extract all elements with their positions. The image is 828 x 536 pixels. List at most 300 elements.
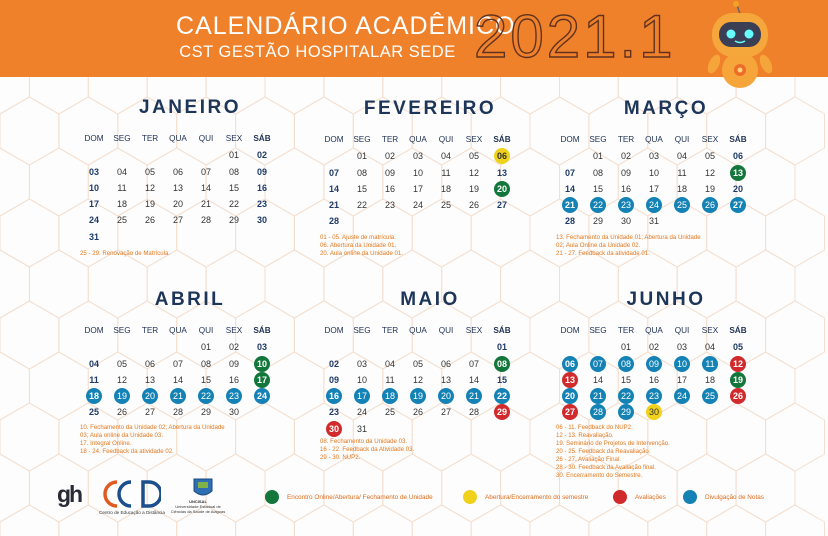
day-cell: [164, 180, 192, 196]
day-cell: [404, 372, 432, 388]
day-number: 21: [172, 391, 183, 402]
uncisal-caption-line1: Universidade Estadual de: [175, 504, 221, 509]
day-number: 03: [648, 151, 659, 162]
day-cell: [488, 165, 516, 181]
day-number: 30: [228, 407, 239, 418]
day-number: 03: [256, 342, 267, 353]
day-cell: [192, 180, 220, 196]
day-cell: [612, 197, 640, 213]
day-number: 08: [496, 358, 507, 369]
day-number: 02: [620, 151, 631, 162]
day-cell: [136, 404, 164, 420]
empty-cell: [584, 339, 612, 355]
day-cell: [432, 404, 460, 420]
day-number: 10: [356, 374, 367, 385]
day-cell: [192, 388, 220, 404]
empty-cell: [136, 147, 164, 163]
day-number: 20: [172, 199, 183, 210]
month-name: JUNHO: [626, 289, 706, 310]
day-header: QUI: [198, 134, 214, 143]
day-cell: [376, 372, 404, 388]
day-cell: [584, 213, 612, 229]
day-number: 18: [676, 183, 687, 194]
day-cell: [696, 165, 724, 181]
day-cell: [192, 164, 220, 180]
empty-cell: [80, 147, 108, 163]
day-cell: [612, 148, 640, 164]
day-cell: [320, 404, 348, 420]
day-cell: [108, 372, 136, 388]
day-number: 04: [384, 358, 395, 369]
empty-cell: [556, 339, 584, 355]
day-number: 25: [88, 407, 99, 418]
day-header: QUI: [438, 135, 454, 144]
day-cell: [584, 356, 612, 372]
day-cell: [668, 356, 696, 372]
day-cell: [376, 165, 404, 181]
day-cell: [432, 197, 460, 213]
day-cell: [348, 356, 376, 372]
day-number: 20: [732, 183, 743, 194]
day-cell: [404, 404, 432, 420]
legend-label: Divulgação de Notas: [705, 493, 764, 501]
day-number: 28: [200, 215, 211, 226]
day-number: 17: [648, 183, 659, 194]
day-cell: [248, 372, 276, 388]
day-cell: [584, 197, 612, 213]
day-number: 27: [144, 407, 155, 418]
day-cell: [612, 165, 640, 181]
day-cell: [640, 181, 668, 197]
day-header: SEX: [465, 135, 483, 144]
day-number: 14: [592, 374, 603, 385]
day-number: 08: [356, 167, 367, 178]
day-cell: [192, 196, 220, 212]
day-number: 22: [200, 391, 211, 402]
month-name: MAIO: [400, 289, 460, 310]
day-number: 21: [468, 391, 479, 402]
day-number: 29: [620, 407, 631, 418]
day-cell: [320, 372, 348, 388]
month-name: MARÇO: [623, 98, 709, 119]
day-cell: [164, 372, 192, 388]
day-number: 24: [256, 391, 267, 402]
empty-cell: [348, 339, 376, 355]
day-cell: [220, 180, 248, 196]
day-cell: [164, 356, 192, 372]
day-header: SÁB: [253, 134, 271, 143]
day-cell: [556, 181, 584, 197]
day-number: 08: [592, 167, 603, 178]
day-number: 19: [704, 183, 715, 194]
day-header: TER: [617, 135, 635, 144]
day-header: QUA: [169, 326, 187, 335]
day-number: 14: [172, 374, 183, 385]
day-header: QUA: [409, 135, 427, 144]
day-header: DOM: [84, 326, 104, 335]
month-name: JANEIRO: [139, 97, 241, 118]
day-number: 06: [732, 151, 743, 162]
day-number: 12: [144, 182, 155, 193]
day-header: DOM: [84, 134, 104, 143]
day-cell: [320, 197, 348, 213]
day-number: 27: [172, 215, 183, 226]
day-number: 29: [496, 407, 507, 418]
day-number: 12: [732, 358, 743, 369]
legend-item-green: [265, 490, 433, 504]
year-label: 2021.1: [474, 3, 676, 70]
day-cell: [612, 356, 640, 372]
day-number: 09: [384, 167, 395, 178]
day-cell: [724, 372, 752, 388]
day-number: 21: [328, 200, 339, 211]
day-cell: [80, 388, 108, 404]
day-number: 08: [200, 358, 211, 369]
day-number: 11: [705, 358, 715, 369]
day-cell: [432, 388, 460, 404]
day-number: 11: [89, 374, 99, 385]
day-header: SEX: [225, 134, 243, 143]
day-number: 03: [412, 151, 423, 162]
day-number: 23: [328, 407, 339, 418]
day-cell: [320, 213, 348, 229]
day-cell: [348, 197, 376, 213]
day-number: 24: [648, 200, 659, 211]
day-number: 26: [412, 407, 423, 418]
empty-cell: [164, 339, 192, 355]
day-cell: [612, 372, 640, 388]
day-cell: [724, 356, 752, 372]
day-cell: [320, 165, 348, 181]
day-number: 22: [592, 200, 603, 211]
day-number: 27: [440, 407, 451, 418]
green-legend-dot: [265, 490, 279, 504]
day-number: 21: [200, 199, 211, 210]
day-number: 11: [677, 167, 687, 178]
day-number: 09: [620, 167, 631, 178]
day-number: 22: [496, 391, 507, 402]
day-cell: [404, 165, 432, 181]
day-number: 22: [356, 200, 367, 211]
day-number: 14: [468, 374, 479, 385]
day-cell: [488, 197, 516, 213]
empty-cell: [460, 339, 488, 355]
day-header: DOM: [560, 326, 580, 335]
gh-logo: [57, 481, 81, 508]
note-line: 06. Abertura da Unidade 01.: [320, 242, 397, 249]
day-cell: [488, 388, 516, 404]
day-number: 22: [228, 199, 239, 210]
day-cell: [220, 212, 248, 228]
day-number: 28: [328, 216, 339, 227]
red-legend-dot: [613, 490, 627, 504]
empty-cell: [164, 147, 192, 163]
day-number: 18: [440, 183, 451, 194]
day-number: 23: [384, 200, 395, 211]
day-cell: [108, 388, 136, 404]
day-cell: [584, 181, 612, 197]
legend-label: Avaliações: [635, 493, 666, 501]
empty-cell: [108, 147, 136, 163]
day-cell: [460, 148, 488, 164]
day-cell: [220, 339, 248, 355]
note-line: 10. Fechamento da Unidade 02; Abertura da Unidade: [80, 424, 225, 431]
day-cell: [348, 421, 376, 437]
page-title: CALENDÁRIO ACADÊMICO: [176, 12, 516, 40]
day-number: 24: [412, 200, 423, 211]
day-cell: [556, 213, 584, 229]
day-cell: [460, 404, 488, 420]
note-line: 25 - 29. Renovação de Matrícula.: [80, 250, 171, 257]
day-cell: [460, 388, 488, 404]
note-line: 03; Aula online da Unidade 03.: [80, 432, 164, 439]
day-number: 19: [732, 374, 743, 385]
day-number: 04: [676, 151, 687, 162]
legend-label: Abertura/Encerramento do semestre: [485, 493, 589, 501]
day-cell: [640, 197, 668, 213]
day-cell: [668, 148, 696, 164]
day-number: 02: [648, 342, 659, 353]
day-cell: [248, 212, 276, 228]
day-cell: [248, 147, 276, 163]
day-cell: [248, 339, 276, 355]
day-number: 07: [200, 166, 211, 177]
day-cell: [164, 404, 192, 420]
day-cell: [80, 404, 108, 420]
day-cell: [348, 372, 376, 388]
day-cell: [460, 372, 488, 388]
day-cell: [136, 212, 164, 228]
day-cell: [192, 212, 220, 228]
day-header: DOM: [324, 326, 344, 335]
note-line: 29 - 30. NUP2.: [320, 454, 361, 461]
day-cell: [668, 372, 696, 388]
day-cell: [248, 356, 276, 372]
day-number: 19: [468, 183, 479, 194]
day-cell: [556, 372, 584, 388]
day-number: 10: [676, 358, 687, 369]
day-cell: [460, 356, 488, 372]
day-number: 18: [116, 199, 127, 210]
day-header: SEX: [465, 326, 483, 335]
day-cell: [348, 148, 376, 164]
day-cell: [432, 165, 460, 181]
day-cell: [724, 181, 752, 197]
day-number: 16: [620, 183, 631, 194]
day-number: 12: [468, 167, 479, 178]
day-cell: [80, 196, 108, 212]
month-notes: [80, 424, 320, 456]
uncisal-logo-caption: [167, 499, 229, 514]
day-number: 13: [172, 182, 183, 193]
day-cell: [724, 148, 752, 164]
month-notes: [556, 424, 796, 480]
empty-cell: [376, 339, 404, 355]
day-number: 07: [564, 167, 575, 178]
day-cell: [108, 180, 136, 196]
day-number: 16: [228, 374, 239, 385]
note-line: 17. Integral Online.: [80, 440, 132, 447]
day-number: 05: [116, 358, 127, 369]
day-number: 25: [116, 215, 127, 226]
legend-item-blue: [683, 490, 764, 504]
day-cell: [488, 404, 516, 420]
note-line: 28 - 30. Feedback da Avaliação final.: [556, 464, 656, 471]
day-cell: [136, 180, 164, 196]
day-cell: [136, 356, 164, 372]
day-number: 04: [116, 166, 127, 177]
day-number: 25: [384, 407, 395, 418]
day-number: 04: [88, 358, 99, 369]
day-number: 08: [228, 166, 239, 177]
day-number: 05: [144, 166, 155, 177]
day-cell: [220, 147, 248, 163]
day-number: 07: [328, 167, 339, 178]
day-number: 06: [172, 166, 183, 177]
day-cell: [220, 404, 248, 420]
day-cell: [460, 181, 488, 197]
day-number: 17: [412, 183, 423, 194]
day-cell: [136, 372, 164, 388]
day-header: SÁB: [729, 135, 747, 144]
day-number: 17: [676, 374, 687, 385]
day-cell: [724, 388, 752, 404]
empty-cell: [136, 339, 164, 355]
day-header: QUI: [674, 326, 690, 335]
blue-legend-dot: [683, 490, 697, 504]
day-cell: [556, 388, 584, 404]
day-number: 01: [200, 342, 211, 353]
day-number: 01: [496, 342, 507, 353]
day-cell: [668, 339, 696, 355]
day-number: 26: [144, 215, 155, 226]
day-number: 06: [144, 358, 155, 369]
day-cell: [164, 164, 192, 180]
day-cell: [404, 148, 432, 164]
legend-item-red: [613, 490, 666, 504]
day-cell: [488, 356, 516, 372]
legend-item-yellow: [463, 490, 588, 504]
day-cell: [136, 388, 164, 404]
day-header: TER: [617, 326, 635, 335]
day-header: SEG: [353, 135, 371, 144]
day-number: 30: [256, 215, 267, 226]
day-number: 23: [256, 199, 267, 210]
day-number: 13: [732, 167, 743, 178]
note-line: 20. Aula online da Unidade 01.: [320, 250, 404, 257]
day-number: 27: [732, 200, 743, 211]
note-line: 16 - 22. Feedback da Atividade 03.: [320, 446, 415, 453]
day-cell: [612, 339, 640, 355]
day-number: 25: [704, 391, 715, 402]
day-number: 24: [356, 407, 367, 418]
day-cell: [376, 388, 404, 404]
day-number: 02: [328, 358, 339, 369]
day-cell: [696, 148, 724, 164]
day-cell: [432, 356, 460, 372]
note-line: 08. Fechamento da Unidade 03.: [320, 438, 408, 445]
day-number: 18: [88, 391, 99, 402]
day-number: 16: [328, 391, 339, 402]
day-number: 14: [564, 183, 575, 194]
note-line: 02; Aula Online da Unidade 02.: [556, 242, 641, 249]
day-cell: [584, 148, 612, 164]
day-cell: [164, 196, 192, 212]
day-cell: [584, 404, 612, 420]
note-line: 30. Encerramento do Semestre.: [556, 472, 643, 479]
day-number: 27: [496, 200, 507, 211]
day-number: 23: [620, 200, 631, 211]
day-number: 30: [328, 423, 339, 434]
day-header: QUI: [674, 135, 690, 144]
day-cell: [376, 148, 404, 164]
day-cell: [80, 180, 108, 196]
empty-cell: [192, 147, 220, 163]
day-header: QUA: [645, 135, 663, 144]
day-number: 26: [704, 200, 715, 211]
day-number: 10: [648, 167, 659, 178]
day-number: 10: [88, 182, 99, 193]
day-number: 23: [648, 391, 659, 402]
day-cell: [320, 421, 348, 437]
day-header: QUI: [438, 326, 454, 335]
day-header: SEG: [353, 326, 371, 335]
month-grid: [320, 132, 516, 230]
day-number: 25: [440, 200, 451, 211]
day-number: 30: [648, 407, 659, 418]
day-cell: [220, 164, 248, 180]
day-number: 01: [228, 150, 239, 161]
day-cell: [220, 372, 248, 388]
day-cell: [80, 229, 108, 245]
day-number: 01: [592, 151, 603, 162]
day-number: 31: [88, 231, 99, 242]
day-number: 04: [704, 342, 715, 353]
day-number: 14: [328, 183, 339, 194]
day-number: 11: [385, 374, 395, 385]
note-line: 01 - 05. Ajuste de matrícula.: [320, 234, 396, 241]
day-cell: [488, 339, 516, 355]
day-header: SEG: [589, 326, 607, 335]
day-number: 03: [356, 358, 367, 369]
day-cell: [432, 181, 460, 197]
day-cell: [696, 388, 724, 404]
day-cell: [696, 356, 724, 372]
day-number: 28: [172, 407, 183, 418]
day-number: 19: [412, 391, 423, 402]
day-number: 26: [732, 391, 743, 402]
day-cell: [376, 181, 404, 197]
day-header: SEG: [113, 134, 131, 143]
day-number: 29: [200, 407, 211, 418]
day-header: SEG: [589, 135, 607, 144]
day-number: 09: [228, 358, 239, 369]
day-cell: [724, 197, 752, 213]
day-cell: [192, 356, 220, 372]
day-number: 15: [356, 183, 367, 194]
day-cell: [404, 197, 432, 213]
month-name: ABRIL: [154, 289, 226, 310]
month-notes: [320, 438, 560, 462]
robot-mascot-icon: [706, 0, 774, 92]
day-cell: [248, 164, 276, 180]
day-cell: [640, 404, 668, 420]
day-number: 14: [200, 182, 211, 193]
day-cell: [320, 181, 348, 197]
day-number: 15: [620, 374, 631, 385]
ced-logo-caption: Centro de Educação a Distância: [99, 510, 165, 515]
day-cell: [556, 165, 584, 181]
